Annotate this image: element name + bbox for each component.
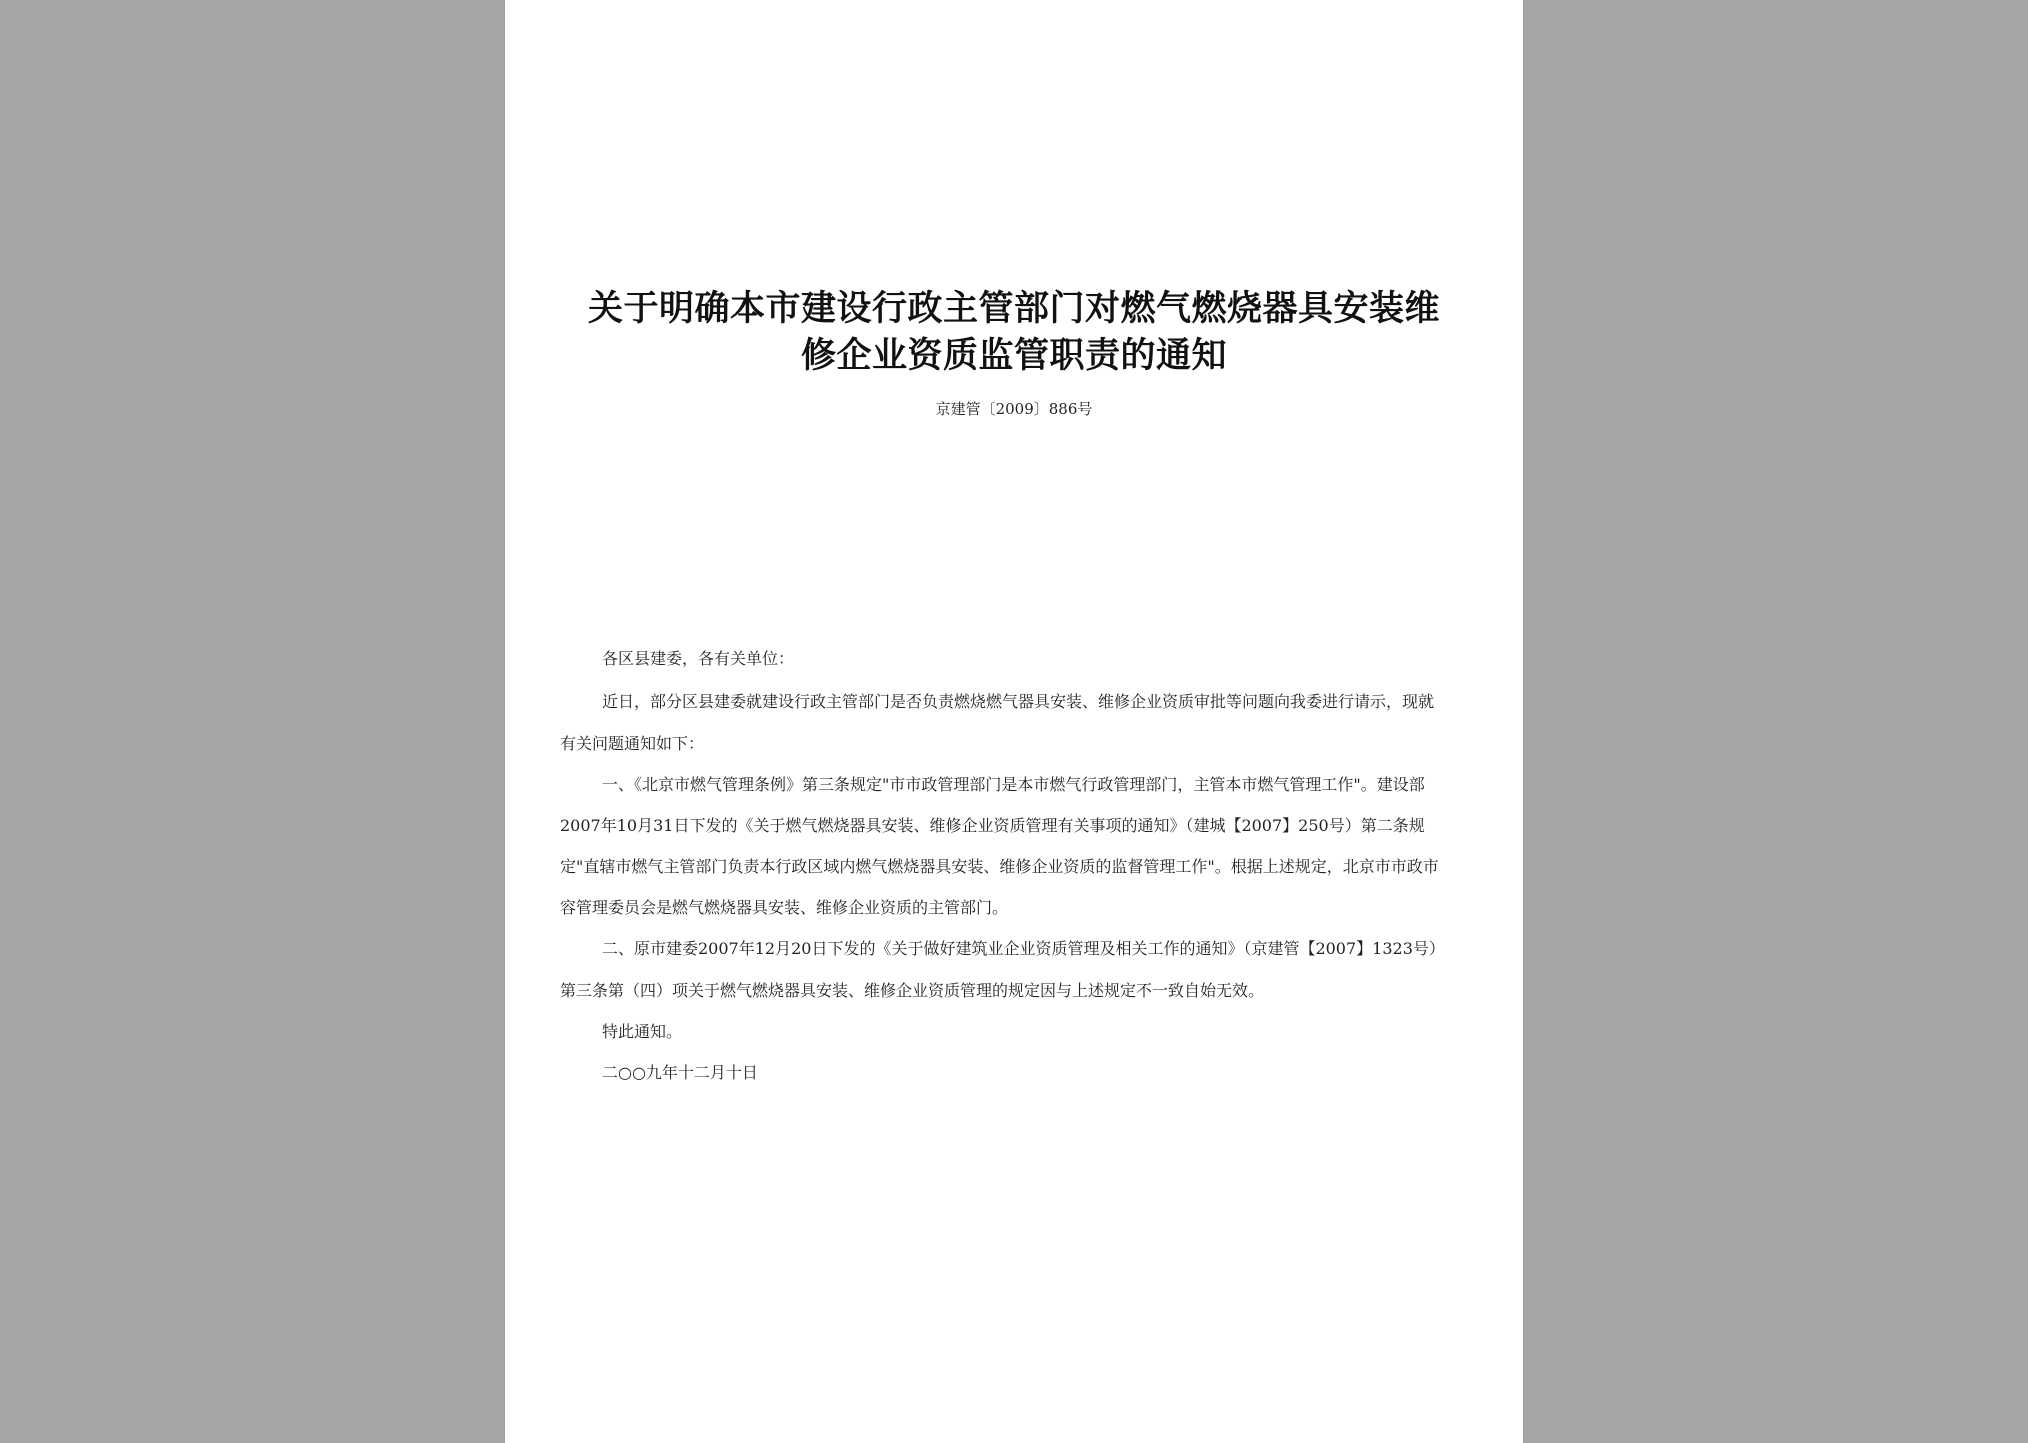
document-title bbox=[545, 286, 1483, 380]
paragraph-3-line-1: 二、原市建委2007年12月20日下发的《关于做好建筑业企业资质管理及相关工作的通知》（京建管【2007】1323号） bbox=[602, 939, 1445, 958]
document-page bbox=[505, 0, 1523, 1443]
paragraph-2-line-1: 一、《北京市燃气管理条例》第三条规定"市市政管理部门是本市燃气行政管理部门，主管本市燃气管理工作"。建设部 bbox=[602, 775, 1425, 794]
paragraph-1-line-2: 有关问题通知如下： bbox=[560, 734, 705, 753]
paragraph-1-line-1: 近日，部分区县建委就建设行政主管部门是否负责燃烧燃气器具安装、维修企业资质审批等问题向我委进行请示，现就 bbox=[602, 692, 1435, 711]
salutation: 各区县建委，各有关单位： bbox=[602, 649, 795, 668]
document-number: 京建管〔2009〕886号 bbox=[935, 400, 1093, 418]
document-date: 二○○九年十二月十日 bbox=[602, 1063, 758, 1082]
paragraph-3-line-2: 第三条第（四）项关于燃气燃烧器具安装、维修企业资质管理的规定因与上述规定不一致自始无效。 bbox=[560, 981, 1265, 1000]
title-line-1: 关于明确本市建设行政主管部门对燃气燃烧器具安装维 bbox=[587, 289, 1440, 329]
closing: 特此通知。 bbox=[602, 1022, 683, 1041]
paragraph-2-line-3: 定"直辖市燃气主管部门负责本行政区域内燃气燃烧器具安装、维修企业资质的监督管理工作"。根据上述规定，北京市市政市 bbox=[560, 857, 1439, 876]
title-line-2: 修企业资质监管职责的通知 bbox=[800, 336, 1227, 376]
paragraph-2-line-4: 容管理委员会是燃气燃烧器具安装、维修企业资质的主管部门。 bbox=[560, 898, 1009, 917]
paragraph-2-line-2: 2007年10月31日下发的《关于燃气燃烧器具安装、维修企业资质管理有关事项的通知》（建城【2007】250号）第二条规 bbox=[560, 816, 1425, 835]
